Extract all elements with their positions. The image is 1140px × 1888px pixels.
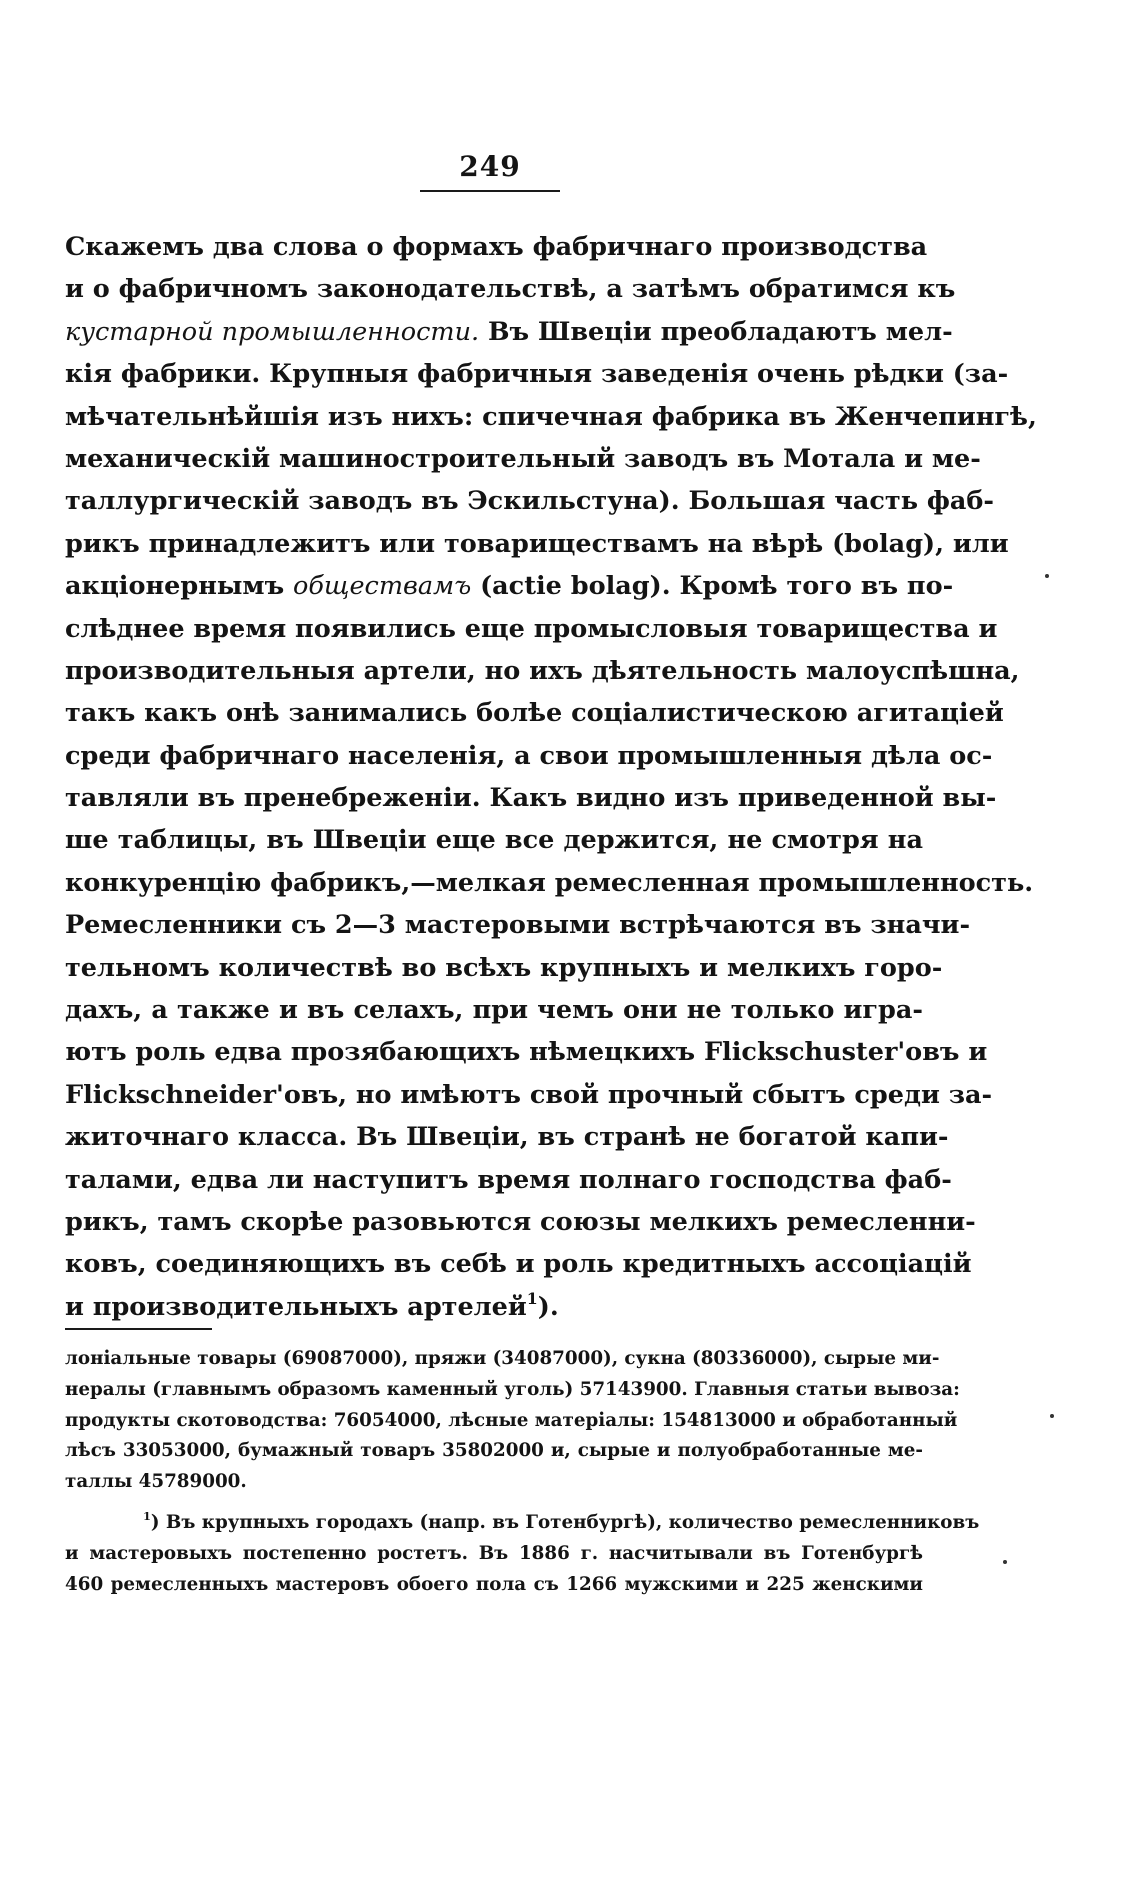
text-line: [65, 480, 995, 522]
text-segment: кія фабрики. Крупныя фабричныя заведенія очень рѣдки (за-: [65, 359, 1009, 390]
text-segment: слѣднее время появились еще промысловыя товарищества и: [65, 613, 998, 644]
text-segment: ковъ, соединяющихъ въ себѣ и роль кредитныхъ ассоціацій: [65, 1249, 972, 1280]
text-segment: тавляли въ пренебреженіи. Какъ видно изъ приведенной вы-: [65, 783, 997, 814]
text-line: [65, 353, 1009, 395]
text-line: [65, 565, 954, 607]
text-segment: житочнаго класса. Въ Швеціи, въ странѣ не богатой капи-: [65, 1122, 949, 1153]
print-speck: [1050, 1414, 1054, 1418]
text-segment: Скажемъ два слова о формахъ фабричнаго производства: [65, 232, 928, 262]
text-segment: среди фабричнаго населенія, а свои промышленныя дѣла ос-: [65, 740, 993, 771]
text-line: [65, 1031, 988, 1073]
text-line: [65, 311, 953, 353]
text-line: [65, 989, 923, 1031]
text-segment: дахъ, а также и въ селахъ, при чемъ они не только игра-: [65, 995, 923, 1026]
text-line: [65, 226, 928, 268]
print-speck: [1045, 574, 1049, 578]
main-text: [65, 226, 1037, 1328]
text-line: [65, 608, 998, 650]
text-segment: и производительныхъ артелей: [65, 1291, 527, 1322]
text-line: [65, 650, 1020, 692]
text-segment: Flickschneider'овъ, но имѣютъ свой прочный сбытъ среди за-: [65, 1079, 993, 1110]
footnotes: [65, 1344, 980, 1600]
text-segment: ) Въ крупныхъ городахъ (напр. въ Готенбургѣ), количество ремесленниковъ: [150, 1511, 980, 1533]
text-line: [65, 523, 1009, 565]
text-segment: конкуренцію фабрикъ,—мелкая ремесленная промышленность.: [65, 867, 1034, 898]
footnote-marker: 1: [143, 1509, 151, 1524]
text-segment: ше таблицы, въ Швеціи еще все держится, не смотря на: [65, 825, 923, 856]
text-line: [65, 1201, 976, 1243]
page-number-rule: [420, 190, 560, 192]
text-segment: рикъ принадлежитъ или товариществамъ на вѣрѣ (bolag), или: [65, 528, 1009, 559]
text-line: [65, 438, 981, 480]
text-segment: и мастеровыхъ постепенно ростетъ. Въ 1886 г. насчитывали въ Готенбургѣ: [65, 1542, 923, 1564]
text-line: [65, 777, 997, 819]
text-segment: ).: [537, 1291, 559, 1322]
text-line: [65, 1159, 952, 1201]
text-segment: мѣчательнѣйшія изъ нихъ: спичечная фабрика въ Женчепингѣ,: [65, 401, 1037, 432]
text-segment: такъ какъ онѣ занимались болѣе соціалистическою агитаціей: [65, 698, 1004, 729]
text-line: [65, 904, 971, 946]
footnote-marker: 1: [526, 1288, 538, 1308]
page-number: 249: [459, 150, 521, 183]
text-segment: ютъ роль едва прозябающихъ нѣмецкихъ Flickschuster'овъ и: [65, 1037, 988, 1068]
footnote-line: лоніальные товары (69087000), пряжи (34087000), сукна (80336000), сырые ми-: [65, 1348, 940, 1369]
text-line: [65, 1116, 949, 1158]
text-line: [65, 692, 1004, 734]
text-line: [65, 735, 993, 777]
footnote-line: [65, 1570, 923, 1601]
text-segment: таллургическій заводъ въ Эскильстуна). Большая часть фаб-: [65, 486, 995, 517]
footnote-continuation: [65, 1344, 960, 1498]
text-segment: 460 ремесленныхъ мастеровъ обоего пола съ 1266 мужскими и 225 женскими: [65, 1573, 923, 1595]
footnote-line: таллы 45789000.: [65, 1471, 247, 1493]
footnote-line: нералы (главнымъ образомъ каменный уголь) 57143900. Главныя статьи вывоза:: [65, 1378, 960, 1400]
text-line: [65, 1074, 993, 1116]
text-line: [65, 862, 1034, 904]
text-segment: производительныя артели, но ихъ дѣятельность малоуспѣшна,: [65, 655, 1020, 686]
print-speck: [1003, 1560, 1007, 1564]
text-line: [65, 1243, 972, 1285]
footnote-line: [65, 1508, 980, 1539]
text-segment: рикъ, тамъ скорѣе разовьются союзы мелкихъ ремесленни-: [65, 1206, 976, 1237]
text-segment: тельномъ количествѣ во всѣхъ крупныхъ и мелкихъ горо-: [65, 952, 943, 983]
text-segment: талами, едва ли наступитъ время полнаго господства фаб-: [65, 1164, 952, 1195]
text-line: [65, 1286, 923, 1328]
text-segment: Въ Швеціи преобладаютъ мел-: [479, 316, 953, 347]
text-segment: акціонернымъ: [65, 571, 294, 602]
footnote-line: лѣсъ 33053000, бумажный товаръ 35802000 и, сырые и полуобработанные ме-: [65, 1440, 923, 1462]
text-segment: механическій машиностроительный заводъ въ Мотала и ме-: [65, 443, 981, 474]
text-line: [65, 947, 943, 989]
italic-segment: кустарной промышленности.: [65, 316, 480, 347]
footnote-line: продукты скотоводства: 76054000, лѣсные матеріалы: 154813000 и обработанный: [65, 1409, 958, 1431]
footnote-line: [65, 1539, 923, 1570]
italic-segment: обществамъ: [293, 571, 472, 602]
footnote-1: [65, 1508, 980, 1600]
footnote-separator: [65, 1328, 212, 1330]
text-segment: (actie bolag). Кромѣ того въ по-: [471, 571, 954, 602]
text-line: [65, 819, 923, 861]
text-segment: и о фабричномъ законодательствѣ, а затѣмъ обратимся къ: [65, 274, 956, 305]
text-line: [65, 396, 1037, 438]
text-line: [65, 268, 956, 310]
text-segment: Ремесленники съ 2—3 мастеровыми встрѣчаются въ значи-: [65, 910, 971, 941]
